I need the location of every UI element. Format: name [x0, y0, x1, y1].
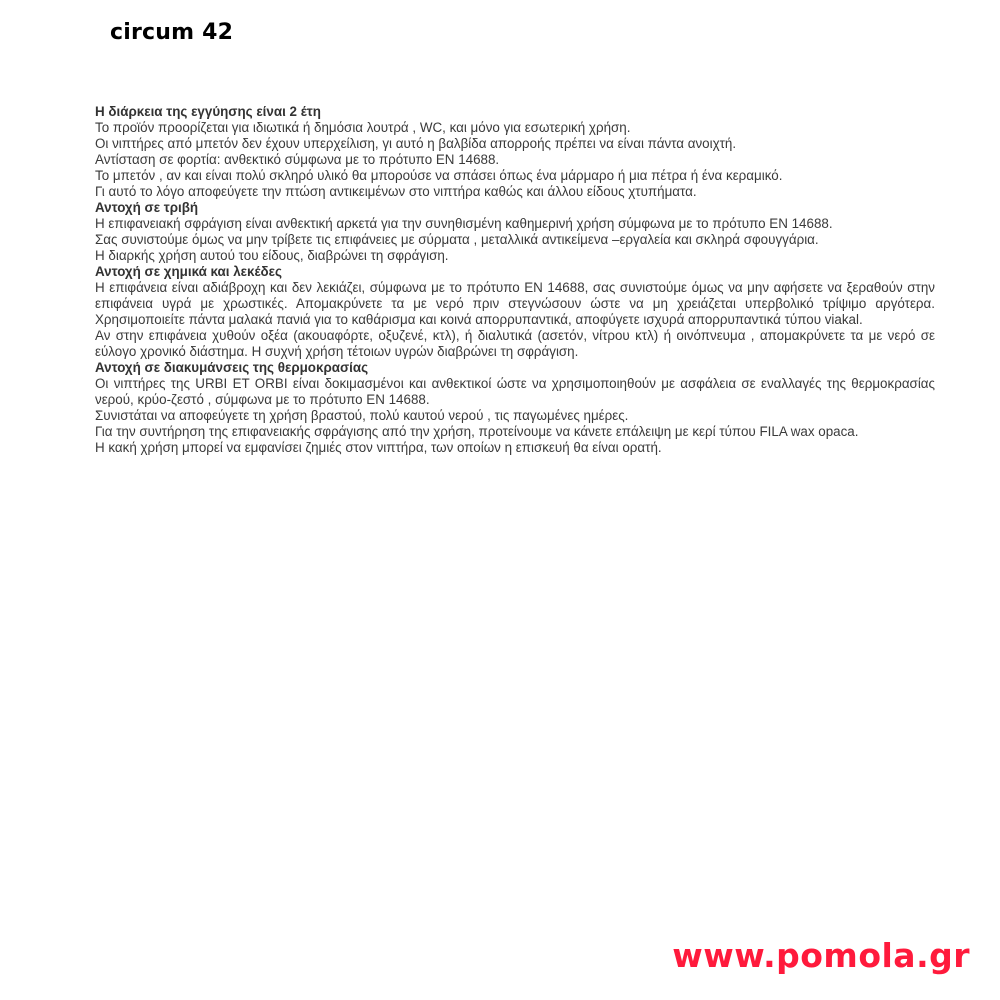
text-line: Η κακή χρήση μπορεί να εμφανίσει ζημιές στον νιπτήρα, των οποίων η επισκευή θα είναι ορατή. [95, 440, 662, 455]
section-heading-temperature: Αντοχή σε διακυμάνσεις της θερμοκρασίας [95, 360, 369, 375]
section-heading-chemicals: Αντοχή σε χημικά και λεκέδες [95, 264, 282, 279]
text-paragraph: Οι νιπτήρες της URBI ET ORBI είναι δοκιμασμένοι και ανθεκτικοί ώστε να χρησιμοποιηθούν με ασφάλεια σε εναλλαγές της θερμοκρασίας νερού, κρύο-ζεστό , σύμφωνα με το πρότυπο ΕΝ 14688. [95, 376, 935, 407]
text-paragraph: Αν στην επιφάνεια χυθούν οξέα (ακουαφόρτε, οξυζενέ, κτλ), ή διαλυτικά (ασετόν, νίτρου κτλ) ή οινόπνευμα , απομακρύνετε τα με νερό σε εύλογο χρονικό διάστημα. Η συχνή χρήση τέτοιων υγρών διαβρώνει τη σφράγιση. [95, 328, 935, 359]
section-heading-abrasion: Αντοχή σε τριβή [95, 200, 199, 215]
text-line: Σας συνιστούμε όμως να μην τρίβετε τις επιφάνειες με σύρματα , μεταλλικά αντικείμενα –εργαλεία και σκληρά σφουγγάρια. [95, 232, 819, 247]
text-line: Οι νιπτήρες από μπετόν δεν έχουν υπερχείλιση, γι αυτό η βαλβίδα απορροής πρέπει να είναι πάντα ανοιχτή. [95, 136, 737, 151]
text-line: Αντίσταση σε φορτία: ανθεκτικό σύμφωνα με το πρότυπο ΕΝ 14688. [95, 152, 500, 167]
text-line: Συνιστάται να αποφεύγετε τη χρήση βραστού, πολύ καυτού νερού , τις παγωμένες ημέρες. [95, 408, 629, 423]
text-line: Γι αυτό το λόγο αποφεύγετε την πτώση αντικειμένων στο νιπτήρα καθώς και άλλου είδους χτυπήματα. [95, 184, 697, 199]
text-line: Το προϊόν προορίζεται για ιδιωτικά ή δημόσια λουτρά , WC, και μόνο για εσωτερική χρήση. [95, 120, 631, 135]
text-line: Το μπετόν , αν και είναι πολύ σκληρό υλικό θα μπορούσε να σπάσει όπως ένα μάρμαρο ή μια πέτρα ή ένα κεραμικό. [95, 168, 783, 183]
text-line: Η επιφανειακή σφράγιση είναι ανθεκτική αρκετά για την συνηθισμένη καθημερινή χρήση σύμφωνα με το πρότυπο ΕΝ 14688. [95, 216, 833, 231]
text-line: Η διαρκής χρήση αυτού του είδους, διαβρώνει τη σφράγιση. [95, 248, 449, 263]
text-line: Για την συντήρηση της επιφανειακής σφράγισης από την χρήση, προτείνουμε να κάνετε επάλειψη με κερί τύπου FILA wax opaca. [95, 424, 859, 439]
document-body [95, 104, 935, 456]
text-paragraph: Η επιφάνεια είναι αδιάβροχη και δεν λεκιάζει, σύμφωνα με το πρότυπο ΕΝ 14688, σας συνιστούμε όμως να μην αφήσετε να ξεραθούν στην επιφάνεια υγρά με χρωστικές. Απομακρύνετε τα με νερό πριν στεγνώσουν ώστε να μη χρειάζεται υπερβολικό τρίψιμο αργότερα. Χρησιμοποιείτε πάντα μαλακά πανιά για το καθάρισμα και κοινά απορρυπαντικά, αποφύγετε ισχυρά απορρυπαντικά τύπου viakal. [95, 280, 935, 327]
website-link[interactable]: www.pomola.gr [672, 936, 970, 975]
section-heading-warranty: Η διάρκεια της εγγύησης είναι 2 έτη [95, 104, 321, 119]
page-title: circum 42 [110, 20, 234, 45]
